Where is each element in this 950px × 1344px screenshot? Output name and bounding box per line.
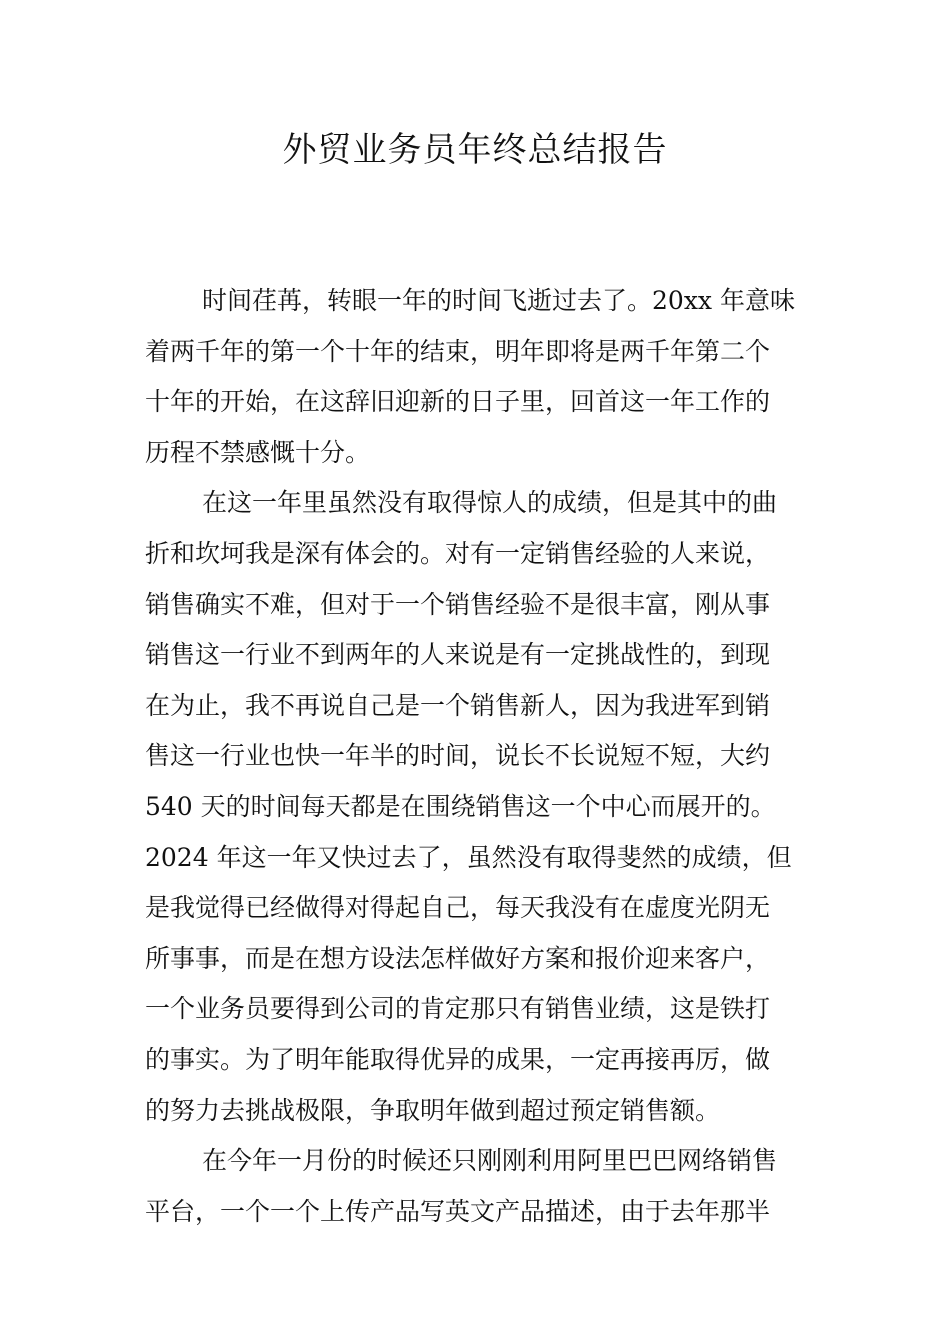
paragraph-line: 在今年一月份的时候还只刚刚利用阿里巴巴网络销售	[202, 1146, 778, 1176]
document-body	[145, 276, 833, 1237]
paragraph-line: 时间荏苒，转眼一年的时间飞逝过去了。20xx 年意味	[202, 286, 795, 315]
paragraph-line: 的努力去挑战极限，争取明年做到超过预定销售额。	[145, 1095, 721, 1125]
paragraph-line: 540 天的时间每天都是在围绕销售这一个中心而展开的。	[145, 791, 776, 821]
paragraph-line: 所事事，而是在想方设法怎样做好方案和报价迎来客户，	[145, 943, 771, 973]
paragraph-line: 销售这一行业不到两年的人来说是有一定挑战性的，到现	[145, 640, 771, 670]
paragraph-line: 在为止，我不再说自己是一个销售新人，因为我进军到销	[145, 690, 771, 720]
paragraph-line: 的事实。为了明年能取得优异的成果，一定再接再厉，做	[145, 1044, 771, 1074]
paragraph-line: 平台，一个一个上传产品写英文产品描述，由于去年那半	[145, 1196, 771, 1226]
paragraph-line: 着两千年的第一个十年的结束，明年即将是两千年第二个	[145, 336, 771, 366]
document-title: 外贸业务员年终总结报告	[282, 130, 668, 170]
paragraph-line: 是我觉得已经做得对得起自己，每天我没有在虚度光阴无	[145, 893, 771, 923]
paragraph-line: 历程不禁感慨十分。	[145, 437, 371, 467]
paragraph-line: 折和坎坷我是深有体会的。对有一定销售经验的人来说，	[145, 538, 771, 568]
paragraph-line: 销售确实不难，但对于一个销售经验不是很丰富，刚从事	[145, 589, 771, 619]
paragraph-line: 十年的开始，在这辞旧迎新的日子里，回首这一年工作的	[145, 387, 771, 417]
paragraph-line: 售这一行业也快一年半的时间，说长不长说短不短，大约	[145, 741, 771, 771]
paragraph-line: 一个业务员要得到公司的肯定那只有销售业绩，这是铁打	[145, 994, 771, 1024]
paragraph-line: 在这一年里虽然没有取得惊人的成绩，但是其中的曲	[202, 488, 778, 518]
paragraph-line: 2024 年这一年又快过去了，虽然没有取得斐然的成绩，但	[145, 842, 792, 872]
